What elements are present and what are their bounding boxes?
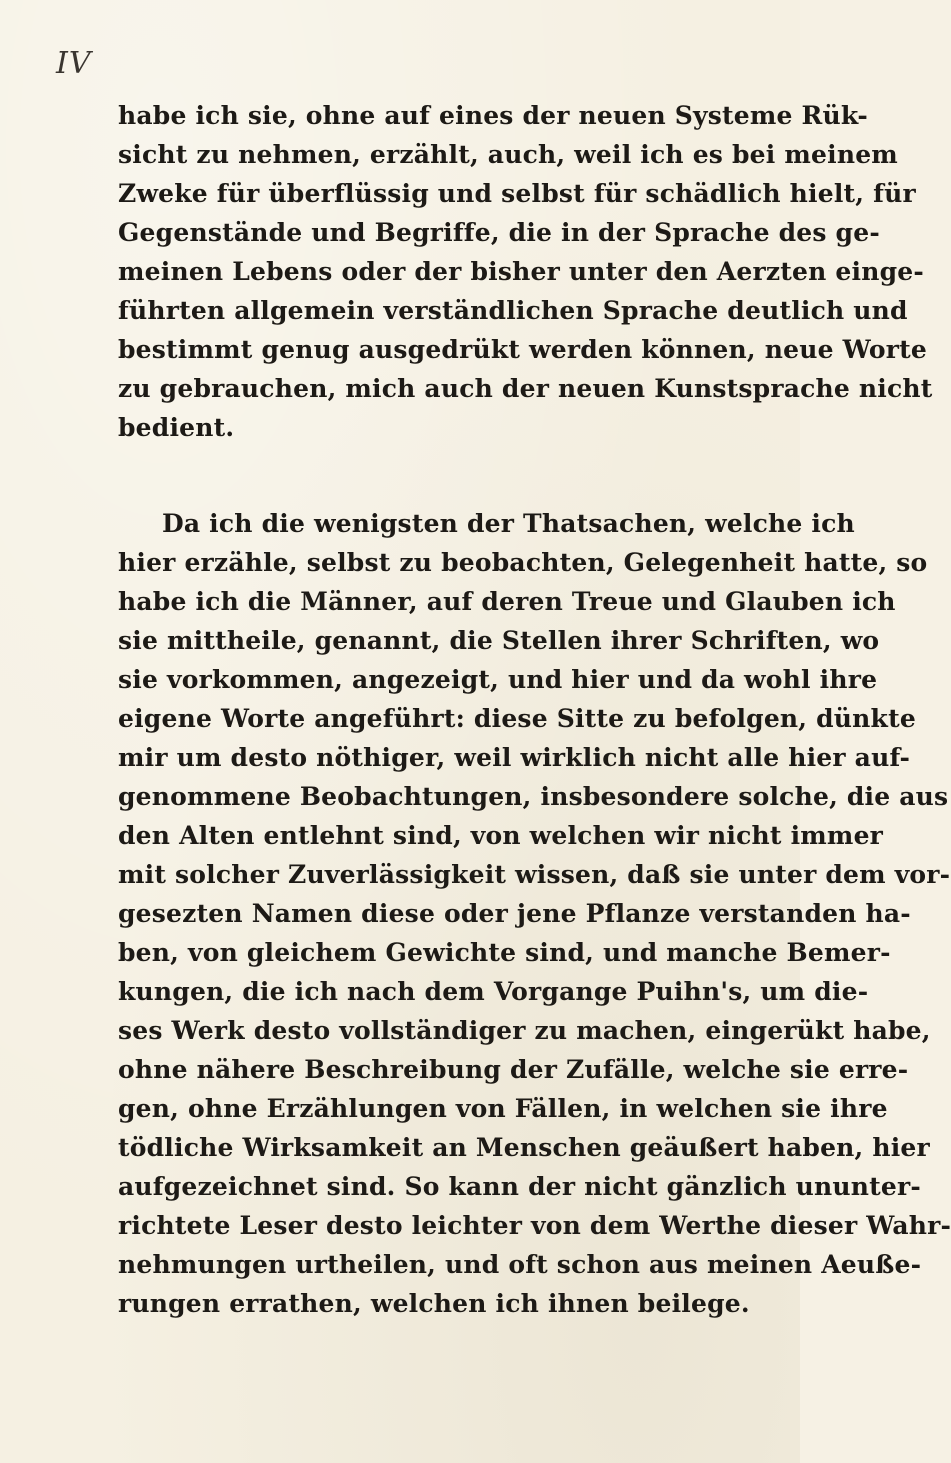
text-line: mit solcher Zuverlässigkeit wissen, daß sie unter dem vor- bbox=[118, 860, 951, 889]
text-line: gesezten Namen diese oder jene Pflanze verstanden ha- bbox=[118, 899, 911, 928]
text-line: Zweke für überflüssig und selbst für schädlich hielt, für bbox=[118, 179, 916, 208]
text-line: Da ich die wenigsten der Thatsachen, welche ich bbox=[162, 509, 855, 538]
paragraph-1 bbox=[118, 96, 933, 447]
text-line: habe ich sie, ohne auf eines der neuen Systeme Rük- bbox=[118, 101, 868, 130]
text-line: habe ich die Männer, auf deren Treue und Glauben ich bbox=[118, 587, 896, 616]
text-line: meinen Lebens oder der bisher unter den Aerzten einge- bbox=[118, 257, 924, 286]
text-line: tödliche Wirksamkeit an Menschen geäußert haben, hier bbox=[118, 1133, 930, 1162]
text-line: Gegenstände und Begriffe, die in der Sprache des ge- bbox=[118, 218, 880, 247]
text-line: den Alten entlehnt sind, von welchen wir nicht immer bbox=[118, 821, 884, 850]
paragraph-2 bbox=[118, 504, 951, 1323]
text-line: zu gebrauchen, mich auch der neuen Kunstsprache nicht bbox=[118, 374, 933, 403]
text-line: ben, von gleichem Gewichte sind, und manche Bemer- bbox=[118, 938, 891, 967]
text-line: ses Werk desto vollständiger zu machen, eingerükt habe, bbox=[118, 1016, 931, 1045]
text-line: bestimmt genug ausgedrükt werden können, neue Worte bbox=[118, 335, 927, 364]
paragraph-gap bbox=[118, 447, 758, 504]
text-line: nehmungen urtheilen, und oft schon aus meinen Aeuße- bbox=[118, 1250, 922, 1279]
text-line: eigene Worte angeführt: diese Sitte zu befolgen, dünkte bbox=[118, 704, 916, 733]
text-line: hier erzähle, selbst zu beobachten, Gelegenheit hatte, so bbox=[118, 548, 928, 577]
text-line: sie vorkommen, angezeigt, und hier und da wohl ihre bbox=[118, 665, 878, 694]
text-line: kungen, die ich nach dem Vorgange Puihn's, um die- bbox=[118, 977, 869, 1006]
text-line: richtete Leser desto leichter von dem Werthe dieser Wahr- bbox=[118, 1211, 951, 1240]
text-line: mir um desto nöthiger, weil wirklich nicht alle hier auf- bbox=[118, 743, 911, 772]
text-line: aufgezeichnet sind. So kann der nicht gänzlich ununter- bbox=[118, 1172, 921, 1201]
text-line: gen, ohne Erzählungen von Fällen, in welchen sie ihre bbox=[118, 1094, 888, 1123]
text-line: genommene Beobachtungen, insbesondere solche, die aus bbox=[118, 782, 949, 811]
text-line: bedient. bbox=[118, 413, 235, 442]
text-line: sie mittheile, genannt, die Stellen ihrer Schriften, wo bbox=[118, 626, 880, 655]
page-number: IV bbox=[56, 46, 92, 81]
text-line: führten allgemein verständlichen Sprache deutlich und bbox=[118, 296, 908, 325]
text-line: rungen errathen, welchen ich ihnen beilege. bbox=[118, 1289, 750, 1318]
text-line: ohne nähere Beschreibung der Zufälle, welche sie erre- bbox=[118, 1055, 909, 1084]
text-block bbox=[118, 96, 951, 1323]
text-line: sicht zu nehmen, erzählt, auch, weil ich es bei meinem bbox=[118, 140, 898, 169]
